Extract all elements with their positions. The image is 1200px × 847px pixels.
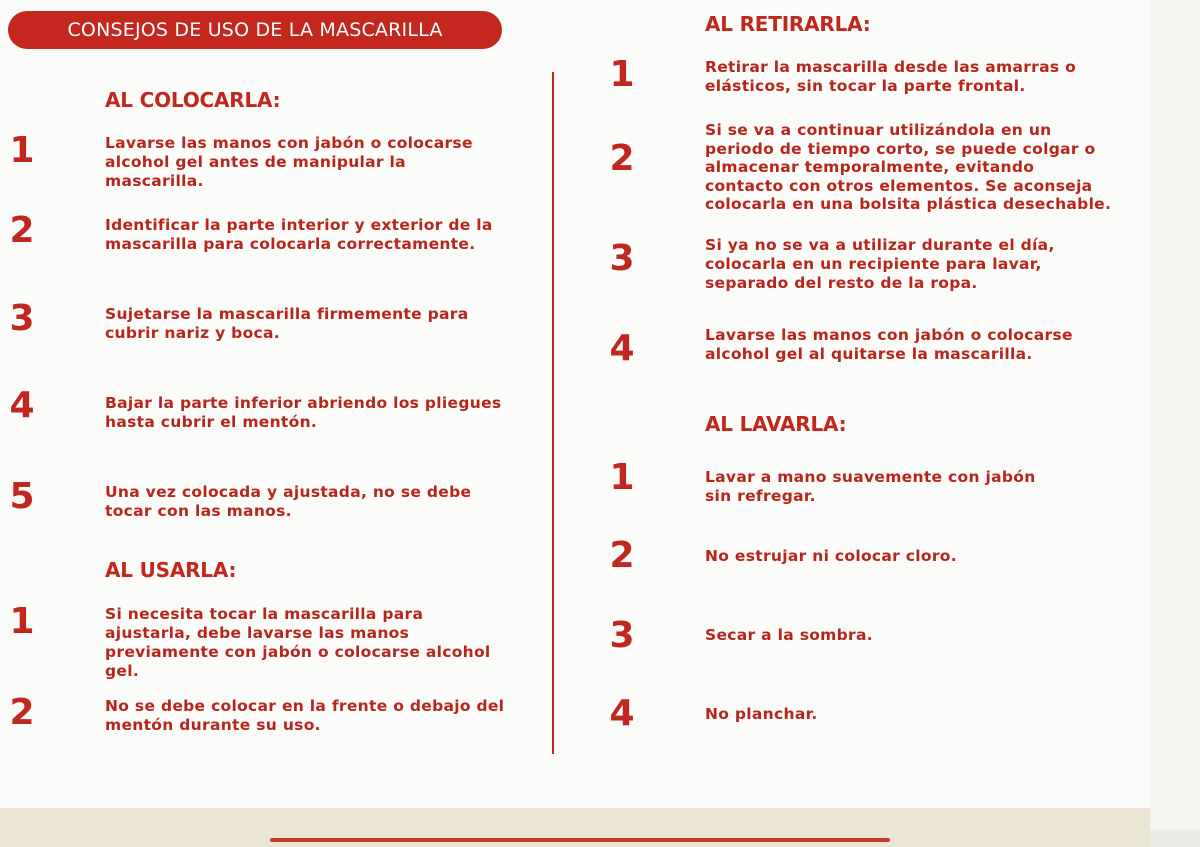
- step-number: 2: [609, 535, 635, 576]
- step-text: Una vez colocada y ajustada, no se debe tocar con las manos.: [105, 483, 472, 520]
- step-text: Si necesita tocar la mascarilla para ajustarla, debe lavarse las manos previamente con jabón o colocarse alcohol gel.: [105, 605, 491, 680]
- step-text: Sujetarse la mascarilla firmemente para cubrir nariz y boca.: [105, 305, 469, 342]
- step-text: Lavarse las manos con jabón o colocarse alcohol gel antes de manipular la mascarilla.: [105, 134, 473, 190]
- step-number: 2: [9, 692, 35, 733]
- step-number: 2: [609, 138, 635, 179]
- step-number: 5: [9, 476, 35, 517]
- section-heading-colocarla: AL COLOCARLA:: [105, 88, 281, 112]
- step-text: Retirar la mascarilla desde las amarras o elásticos, sin tocar la parte frontal.: [705, 58, 1077, 95]
- step-text: No estrujar ni colocar cloro.: [705, 547, 957, 565]
- scan-margin: [1150, 0, 1200, 830]
- step-text: Lavar a mano suavemente con jabón sin refregar.: [705, 468, 1036, 505]
- step-text: Secar a la sombra.: [705, 626, 873, 644]
- column-divider: [552, 72, 554, 754]
- step-text: No planchar.: [705, 705, 818, 723]
- step-number: 1: [609, 457, 635, 498]
- title-banner: CONSEJOS DE USO DE LA MASCARILLA: [8, 11, 502, 49]
- step-text: Si se va a continuar utilizándola en un periodo de tiempo corto, se puede colgar o almacenar temporalmente, evitando contacto con otros elementos. Se aconseja colocarla en una bolsita plástica desechable.: [705, 121, 1112, 213]
- step-text: No se debe colocar en la frente o debajo del mentón durante su uso.: [105, 697, 505, 734]
- step-number: 4: [609, 693, 635, 734]
- section-heading-retirarla: AL RETIRARLA:: [705, 12, 871, 36]
- step-text: Si ya no se va a utilizar durante el día, colocarla en un recipiente para lavar, separado del resto de la ropa.: [705, 236, 1055, 292]
- section-heading-usarla: AL USARLA:: [105, 558, 237, 582]
- bottom-accent-line: [270, 838, 890, 842]
- step-number: 4: [9, 385, 35, 426]
- step-text: Identificar la parte interior y exterior de la mascarilla para colocarla correctamente.: [105, 216, 493, 253]
- step-text: Lavarse las manos con jabón o colocarse alcohol gel al quitarse la mascarilla.: [705, 326, 1073, 363]
- step-number: 1: [9, 601, 35, 642]
- step-number: 2: [9, 210, 35, 251]
- step-number: 3: [609, 615, 635, 656]
- section-heading-lavarla: AL LAVARLA:: [705, 412, 847, 436]
- step-number: 4: [609, 328, 635, 369]
- step-text: Bajar la parte inferior abriendo los pliegues hasta cubrir el mentón.: [105, 394, 502, 431]
- step-number: 3: [9, 298, 35, 339]
- step-number: 1: [9, 130, 35, 171]
- step-number: 1: [609, 54, 635, 95]
- step-number: 3: [609, 238, 635, 279]
